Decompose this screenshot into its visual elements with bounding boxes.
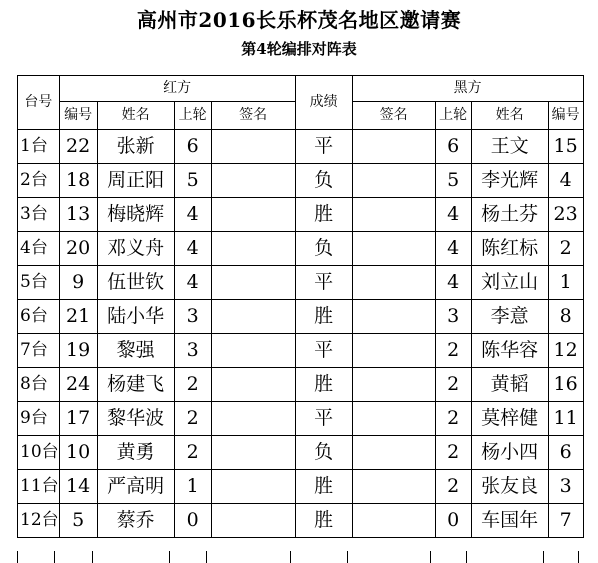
header-board: 台号 xyxy=(18,76,60,130)
black-player-name: 刘立山 xyxy=(471,266,548,300)
black-number-cell: 8 xyxy=(548,300,583,334)
table-row xyxy=(18,130,584,164)
red-number-cell: 9 xyxy=(59,266,97,300)
black-number-cell: 16 xyxy=(548,368,583,402)
table-row xyxy=(18,232,584,266)
black-number-cell: 23 xyxy=(548,198,583,232)
table-continuation xyxy=(17,551,587,563)
red-player-name: 张新 xyxy=(97,130,174,164)
red-player-name: 黎华波 xyxy=(97,402,174,436)
header-black-no: 编号 xyxy=(548,102,583,130)
board-cell: 4台 xyxy=(18,232,60,266)
black-player-name: 莫梓健 xyxy=(471,402,548,436)
black-signature-cell xyxy=(352,130,435,164)
table-row xyxy=(18,470,584,504)
result-cell: 负 xyxy=(295,232,352,266)
red-player-name: 伍世钦 xyxy=(97,266,174,300)
board-cell: 12台 xyxy=(18,504,60,538)
result-cell: 平 xyxy=(295,334,352,368)
red-previous-round-score: 5 xyxy=(174,164,211,198)
red-player-name: 严高明 xyxy=(97,470,174,504)
black-player-name: 李光辉 xyxy=(471,164,548,198)
table-row xyxy=(18,368,584,402)
black-number-cell: 6 xyxy=(548,436,583,470)
black-previous-round-score: 0 xyxy=(435,504,471,538)
black-player-name: 杨小四 xyxy=(471,436,548,470)
black-number-cell: 7 xyxy=(548,504,583,538)
red-previous-round-score: 2 xyxy=(174,368,211,402)
red-player-name: 陆小华 xyxy=(97,300,174,334)
red-signature-cell xyxy=(211,198,295,232)
black-signature-cell xyxy=(352,368,435,402)
result-cell: 负 xyxy=(295,436,352,470)
black-signature-cell xyxy=(352,300,435,334)
result-cell: 平 xyxy=(295,130,352,164)
page-title: 高州市2016长乐杯茂名地区邀请赛 xyxy=(136,8,462,32)
board-cell: 6台 xyxy=(18,300,60,334)
red-previous-round-score: 4 xyxy=(174,266,211,300)
table-row xyxy=(18,504,584,538)
black-signature-cell xyxy=(352,164,435,198)
red-previous-round-score: 4 xyxy=(174,232,211,266)
red-player-name: 蔡乔 xyxy=(97,504,174,538)
board-cell: 8台 xyxy=(18,368,60,402)
header-row-sides xyxy=(18,76,584,102)
board-cell: 10台 xyxy=(18,436,60,470)
table-row xyxy=(18,436,584,470)
result-cell: 胜 xyxy=(295,470,352,504)
black-number-cell: 11 xyxy=(548,402,583,436)
black-player-name: 车国年 xyxy=(471,504,548,538)
red-number-cell: 19 xyxy=(59,334,97,368)
table-row xyxy=(18,300,584,334)
black-player-name: 王文 xyxy=(471,130,548,164)
board-cell: 2台 xyxy=(18,164,60,198)
black-signature-cell xyxy=(352,232,435,266)
red-signature-cell xyxy=(211,300,295,334)
board-cell: 11台 xyxy=(18,470,60,504)
red-player-name: 黎强 xyxy=(97,334,174,368)
black-previous-round-score: 3 xyxy=(435,300,471,334)
black-previous-round-score: 4 xyxy=(435,266,471,300)
black-previous-round-score: 2 xyxy=(435,470,471,504)
header-black-sign: 签名 xyxy=(352,102,435,130)
result-cell: 胜 xyxy=(295,198,352,232)
board-cell: 9台 xyxy=(18,402,60,436)
header-black-prev: 上轮 xyxy=(435,102,471,130)
red-previous-round-score: 3 xyxy=(174,334,211,368)
result-cell: 平 xyxy=(295,266,352,300)
result-cell: 胜 xyxy=(295,300,352,334)
red-number-cell: 5 xyxy=(59,504,97,538)
result-cell: 胜 xyxy=(295,368,352,402)
black-number-cell: 1 xyxy=(548,266,583,300)
header-red-name: 姓名 xyxy=(97,102,174,130)
red-signature-cell xyxy=(211,402,295,436)
black-number-cell: 4 xyxy=(548,164,583,198)
black-signature-cell xyxy=(352,266,435,300)
header-black-name: 姓名 xyxy=(471,102,548,130)
black-number-cell: 3 xyxy=(548,470,583,504)
red-signature-cell xyxy=(211,164,295,198)
red-previous-round-score: 0 xyxy=(174,504,211,538)
red-previous-round-score: 2 xyxy=(174,436,211,470)
black-number-cell: 15 xyxy=(548,130,583,164)
red-number-cell: 22 xyxy=(59,130,97,164)
red-previous-round-score: 3 xyxy=(174,300,211,334)
red-signature-cell xyxy=(211,266,295,300)
board-cell: 7台 xyxy=(18,334,60,368)
red-player-name: 黄勇 xyxy=(97,436,174,470)
table-row xyxy=(18,334,584,368)
black-previous-round-score: 2 xyxy=(435,436,471,470)
result-cell: 胜 xyxy=(295,504,352,538)
board-cell: 5台 xyxy=(18,266,60,300)
black-previous-round-score: 2 xyxy=(435,334,471,368)
page-subtitle: 第4轮编排对阵表 xyxy=(241,40,357,58)
black-previous-round-score: 5 xyxy=(435,164,471,198)
red-previous-round-score: 2 xyxy=(174,402,211,436)
red-number-cell: 14 xyxy=(59,470,97,504)
red-player-name: 周正阳 xyxy=(97,164,174,198)
red-number-cell: 18 xyxy=(59,164,97,198)
red-signature-cell xyxy=(211,470,295,504)
red-signature-cell xyxy=(211,504,295,538)
red-signature-cell xyxy=(211,130,295,164)
table-row xyxy=(18,402,584,436)
board-cell: 1台 xyxy=(18,130,60,164)
red-number-cell: 24 xyxy=(59,368,97,402)
red-signature-cell xyxy=(211,368,295,402)
black-previous-round-score: 4 xyxy=(435,232,471,266)
black-previous-round-score: 4 xyxy=(435,198,471,232)
table-row xyxy=(18,164,584,198)
black-previous-round-score: 6 xyxy=(435,130,471,164)
table-row xyxy=(18,266,584,300)
black-number-cell: 2 xyxy=(548,232,583,266)
red-number-cell: 21 xyxy=(59,300,97,334)
red-signature-cell xyxy=(211,436,295,470)
red-number-cell: 20 xyxy=(59,232,97,266)
black-player-name: 杨土芬 xyxy=(471,198,548,232)
red-player-name: 杨建飞 xyxy=(97,368,174,402)
black-player-name: 张友良 xyxy=(471,470,548,504)
red-number-cell: 13 xyxy=(59,198,97,232)
red-signature-cell xyxy=(211,334,295,368)
red-signature-cell xyxy=(211,232,295,266)
header-red-no: 编号 xyxy=(59,102,97,130)
header-black-side: 黑方 xyxy=(352,76,583,102)
red-number-cell: 17 xyxy=(59,402,97,436)
black-player-name: 陈华容 xyxy=(471,334,548,368)
table-row xyxy=(18,198,584,232)
black-signature-cell xyxy=(352,334,435,368)
header-red-sign: 签名 xyxy=(211,102,295,130)
black-signature-cell xyxy=(352,436,435,470)
black-player-name: 陈红标 xyxy=(471,232,548,266)
black-previous-round-score: 2 xyxy=(435,402,471,436)
red-previous-round-score: 4 xyxy=(174,198,211,232)
black-player-name: 李意 xyxy=(471,300,548,334)
black-previous-round-score: 2 xyxy=(435,368,471,402)
black-signature-cell xyxy=(352,198,435,232)
red-previous-round-score: 6 xyxy=(174,130,211,164)
black-signature-cell xyxy=(352,470,435,504)
header-result: 成绩 xyxy=(295,76,352,130)
red-player-name: 梅晓辉 xyxy=(97,198,174,232)
black-number-cell: 12 xyxy=(548,334,583,368)
black-signature-cell xyxy=(352,402,435,436)
result-cell: 负 xyxy=(295,164,352,198)
result-cell: 平 xyxy=(295,402,352,436)
black-player-name: 黄韬 xyxy=(471,368,548,402)
header-red-side: 红方 xyxy=(59,76,295,102)
red-player-name: 邓义舟 xyxy=(97,232,174,266)
red-previous-round-score: 1 xyxy=(174,470,211,504)
red-number-cell: 10 xyxy=(59,436,97,470)
header-red-prev: 上轮 xyxy=(174,102,211,130)
board-cell: 3台 xyxy=(18,198,60,232)
black-signature-cell xyxy=(352,504,435,538)
pairing-table xyxy=(17,75,584,538)
